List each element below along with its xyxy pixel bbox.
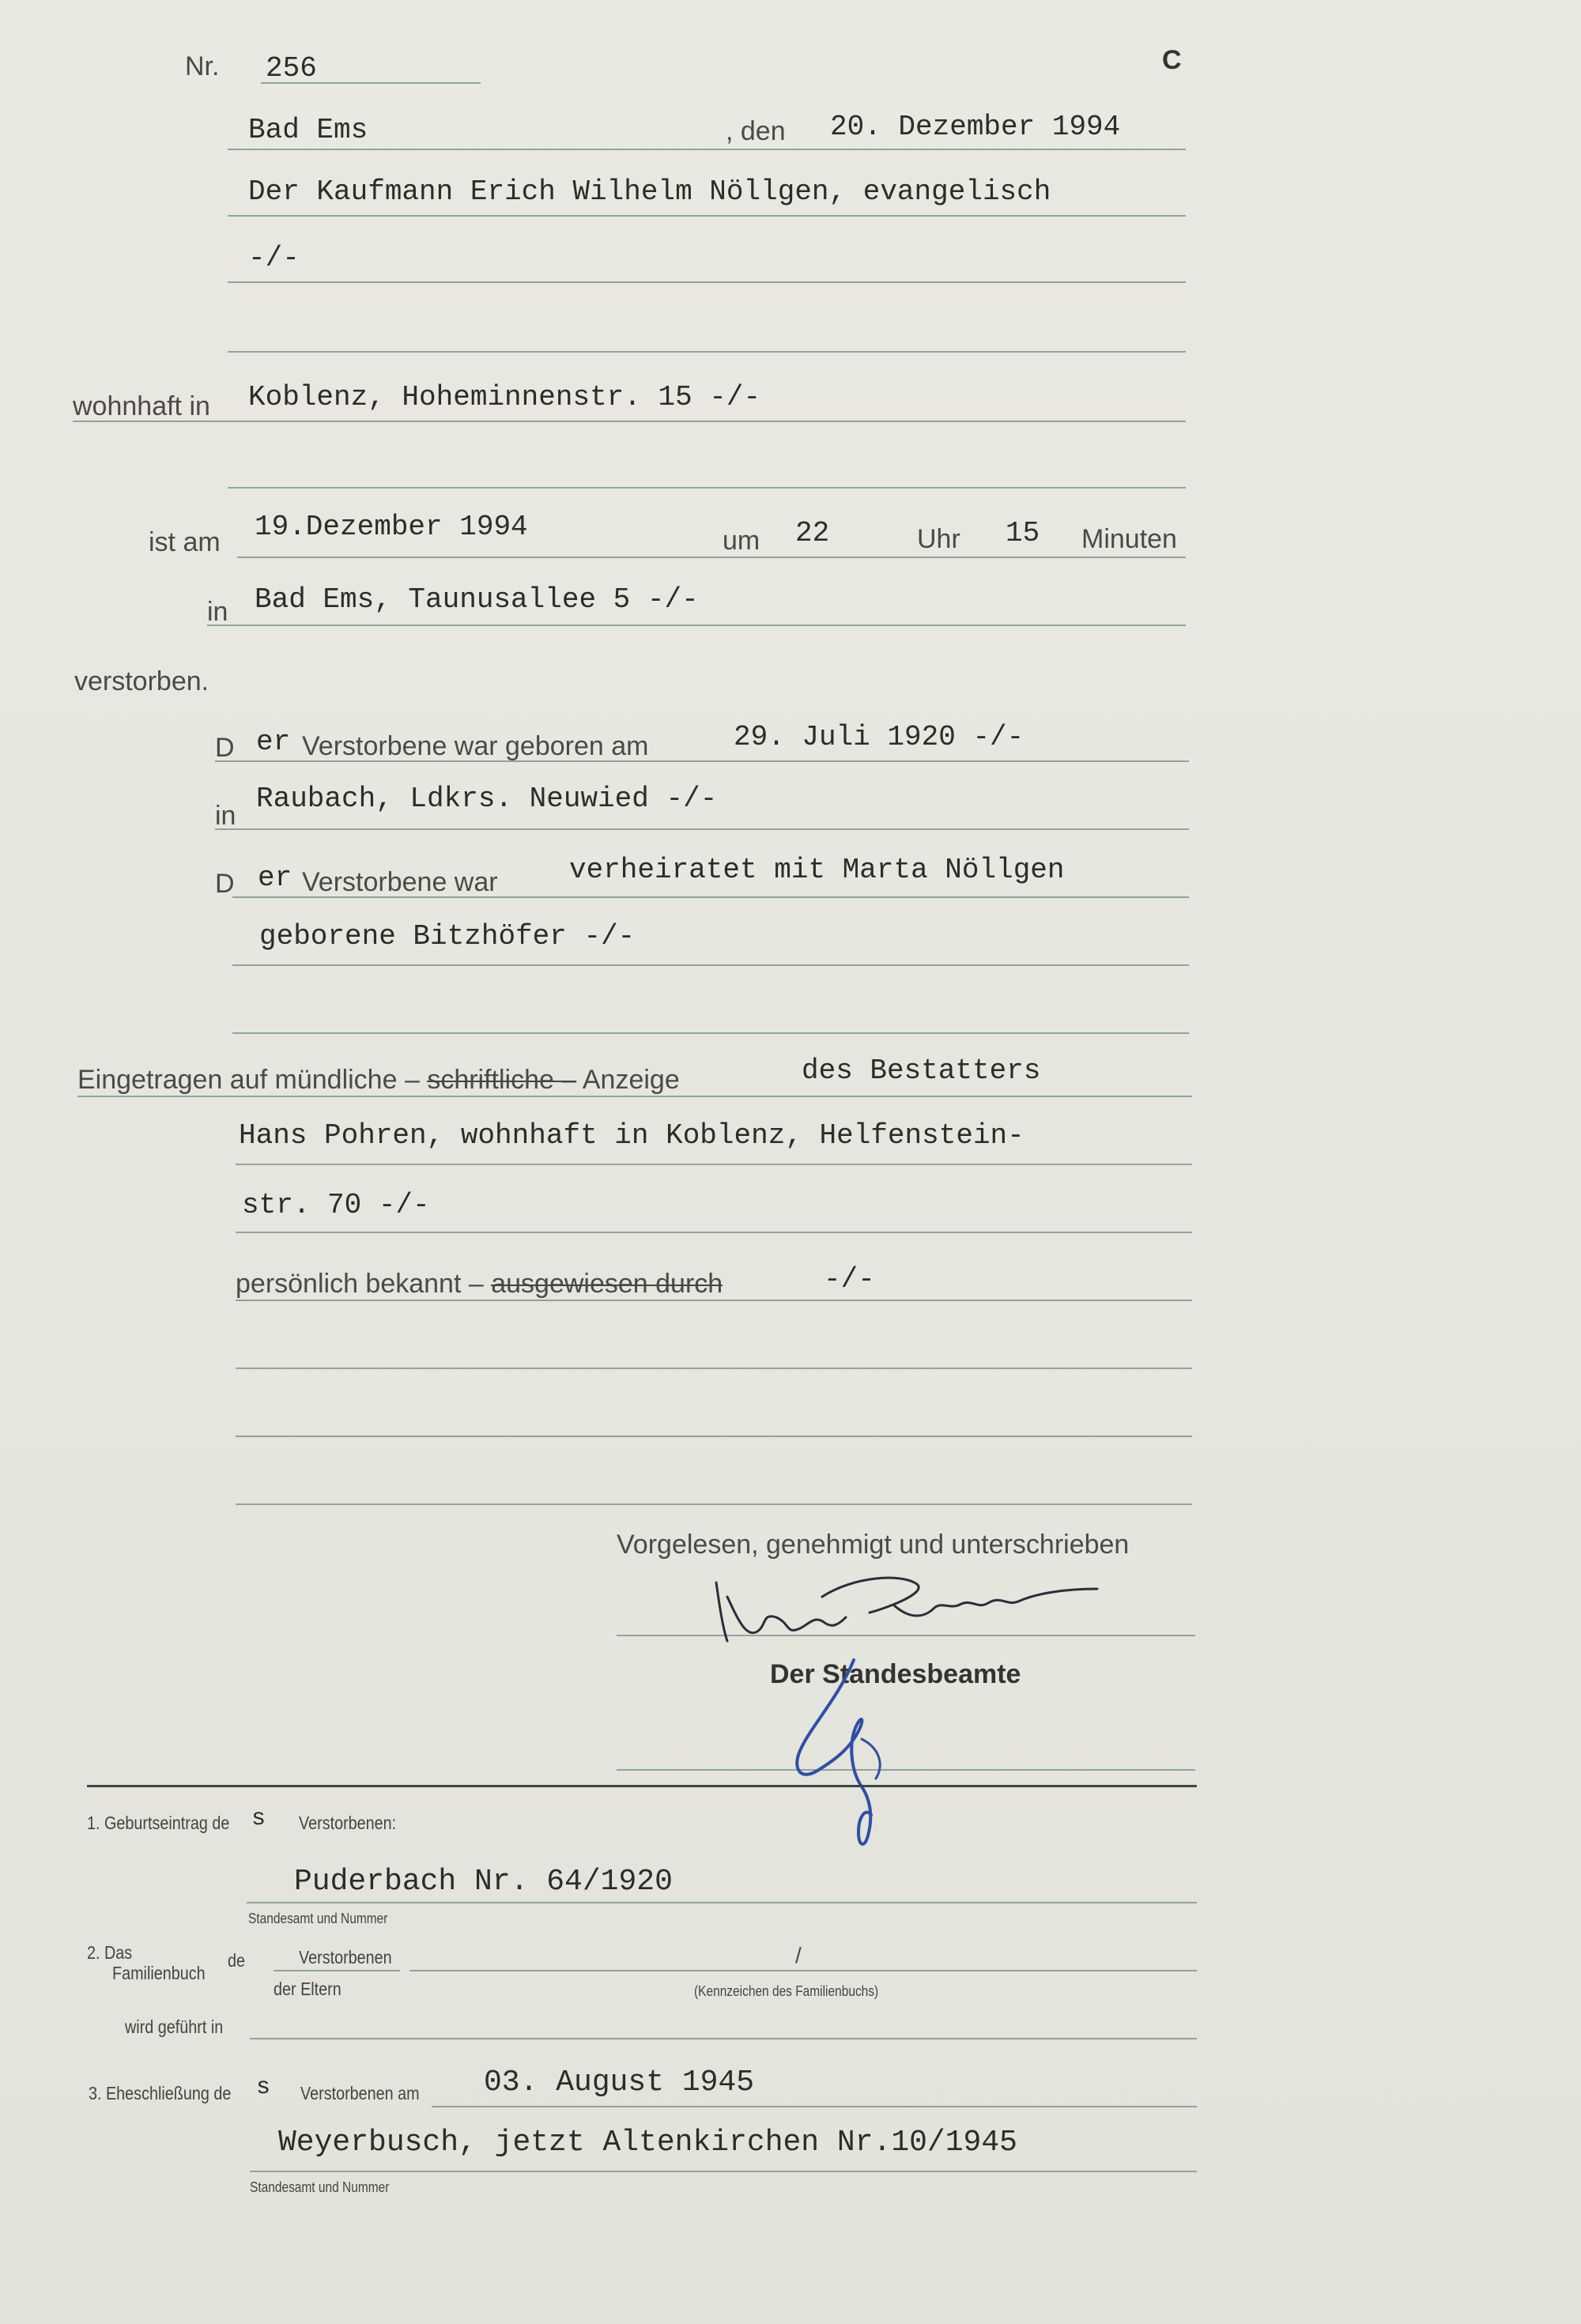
birth-date: 29. Juli 1920 -/- <box>734 721 1024 753</box>
footer-item2-caption: (Kennzeichen des Familienbuchs) <box>694 1983 879 1999</box>
marriage-date: 03. August 1945 <box>484 2066 755 2100</box>
birth-registry-line <box>247 1902 1197 1903</box>
informant-line-2 <box>236 1164 1192 1165</box>
registrar-label: Der Standesbeamte <box>770 1659 1021 1689</box>
death-date-label: ist am <box>149 527 221 557</box>
informant-line3: str. 70 -/- <box>242 1189 430 1221</box>
footer-item3-label: 3. Eheschließung de <box>89 2083 232 2103</box>
section-divider <box>87 1785 1197 1787</box>
born-label-rest: Verstorbene war geboren am <box>302 731 649 761</box>
footer-item1-label: 1. Geburtseintrag de <box>87 1813 230 1833</box>
registration-line <box>77 1096 1192 1097</box>
footer-item1-label-rest: Verstorbenen: <box>299 1813 397 1833</box>
marriage-registry: Weyerbusch, jetzt Altenkirchen Nr.10/1945 <box>278 2126 1017 2160</box>
corner-letter: C <box>1162 45 1182 75</box>
death-place-line <box>207 624 1186 626</box>
identity-label <box>236 1268 723 1300</box>
marital-status-line2: geborene Bitzhöfer -/- <box>259 920 636 953</box>
kept-in-line <box>250 2038 1197 2039</box>
footer-item1-suffix: s <box>251 1805 266 1832</box>
read-approved-label: Vorgelesen, genehmigt und unterschrieben <box>617 1530 1130 1560</box>
born-label-d: D <box>215 733 235 763</box>
nr-value: 256 <box>266 52 317 85</box>
marriage-date-line <box>432 2106 1197 2107</box>
name-line-2 <box>228 281 1186 283</box>
deceased-name-line2: -/- <box>248 242 300 274</box>
blank-line-2 <box>236 1436 1192 1437</box>
nr-label: Nr. <box>185 51 220 81</box>
footer-item2-de: de <box>228 1950 246 1971</box>
footer-item3-caption: Standesamt und Nummer <box>250 2179 390 2195</box>
residence-value: Koblenz, Hoheminnenstr. 15 -/- <box>248 381 761 413</box>
identity-label-text: persönlich bekannt – <box>236 1269 484 1299</box>
name-line-3 <box>228 351 1186 353</box>
um-label: um <box>723 526 760 556</box>
item2-option-line <box>274 1970 400 1971</box>
identity-line <box>236 1300 1192 1301</box>
death-place-value: Bad Ems, Taunusallee 5 -/- <box>255 583 699 616</box>
footer-item3-suffix: s <box>256 2074 271 2101</box>
residence-line-2 <box>228 487 1186 489</box>
informant-line2: Hans Pohren, wohnhaft in Koblenz, Helfenstein- <box>239 1119 1024 1152</box>
birth-place-line <box>215 828 1189 830</box>
status-line-1 <box>232 896 1189 898</box>
death-date-value: 19.Dezember 1994 <box>255 511 528 543</box>
registration-label-suffix: Anzeige <box>582 1065 680 1095</box>
registration-label <box>77 1064 680 1096</box>
family-book-line <box>409 1970 1197 1971</box>
uhr-label: Uhr <box>917 524 960 554</box>
birth-place: Raubach, Ldkrs. Neuwied -/- <box>256 783 718 815</box>
verstorben-label: verstorben. <box>74 666 209 696</box>
deceased-name-line1: Der Kaufmann Erich Wilhelm Nöllgen, evangelisch <box>248 175 1051 208</box>
minuten-label: Minuten <box>1081 524 1177 554</box>
informant-signature <box>704 1565 1130 1652</box>
birth-date-line <box>215 760 1189 762</box>
footer-item2-kept-in: wird geführt in <box>125 2017 224 2037</box>
footer-item2-slash: / <box>795 1943 802 1967</box>
informant-line-3 <box>236 1232 1192 1233</box>
residence-line <box>73 421 1186 422</box>
residence-label: wohnhaft in <box>73 391 210 421</box>
identity-value: -/- <box>824 1263 875 1296</box>
footer-item3-label-rest: Verstorbenen am <box>300 2083 420 2103</box>
name-line-1 <box>228 215 1186 217</box>
footer-item2-verstorbenen: Verstorbenen <box>299 1947 392 1967</box>
footer-item2-familienbuch: Familienbuch <box>112 1963 206 1983</box>
registration-label-struck: schriftliche – <box>427 1065 577 1095</box>
registration-label-prefix: Eingetragen auf mündliche – <box>77 1065 420 1095</box>
place-date-line <box>228 149 1186 150</box>
status-label-rest: Verstorbene war <box>302 867 498 897</box>
identity-label-struck: ausgewiesen durch <box>491 1269 723 1299</box>
blank-line-3 <box>236 1503 1192 1505</box>
date-label: , den <box>726 116 786 146</box>
footer-item2-das: 2. Das <box>87 1942 133 1963</box>
nr-line <box>261 82 481 84</box>
status-label-er: er <box>258 862 292 894</box>
birth-in-label: in <box>215 801 236 831</box>
death-place-label: in <box>207 597 228 627</box>
birth-registry-value: Puderbach Nr. 64/1920 <box>294 1865 673 1899</box>
death-minute: 15 <box>1006 517 1040 549</box>
death-hour: 22 <box>795 517 830 549</box>
footer-item2-eltern: der Eltern <box>274 1979 341 1999</box>
date-value: 20. Dezember 1994 <box>830 111 1121 143</box>
footer-item1-caption: Standesamt und Nummer <box>248 1911 388 1926</box>
status-line-2 <box>232 964 1189 966</box>
status-line-3 <box>232 1032 1189 1034</box>
blank-line-1 <box>236 1368 1192 1369</box>
place-value: Bad Ems <box>248 114 368 146</box>
born-label-er: er <box>256 726 291 758</box>
registrar-signature <box>783 1652 917 1858</box>
informant-line1: des Bestatters <box>802 1054 1041 1087</box>
death-time-line <box>237 556 1186 558</box>
marriage-registry-line <box>250 2171 1197 2172</box>
marital-status-line1: verheiratet mit Marta Nöllgen <box>569 854 1065 886</box>
status-label-d: D <box>215 869 235 899</box>
